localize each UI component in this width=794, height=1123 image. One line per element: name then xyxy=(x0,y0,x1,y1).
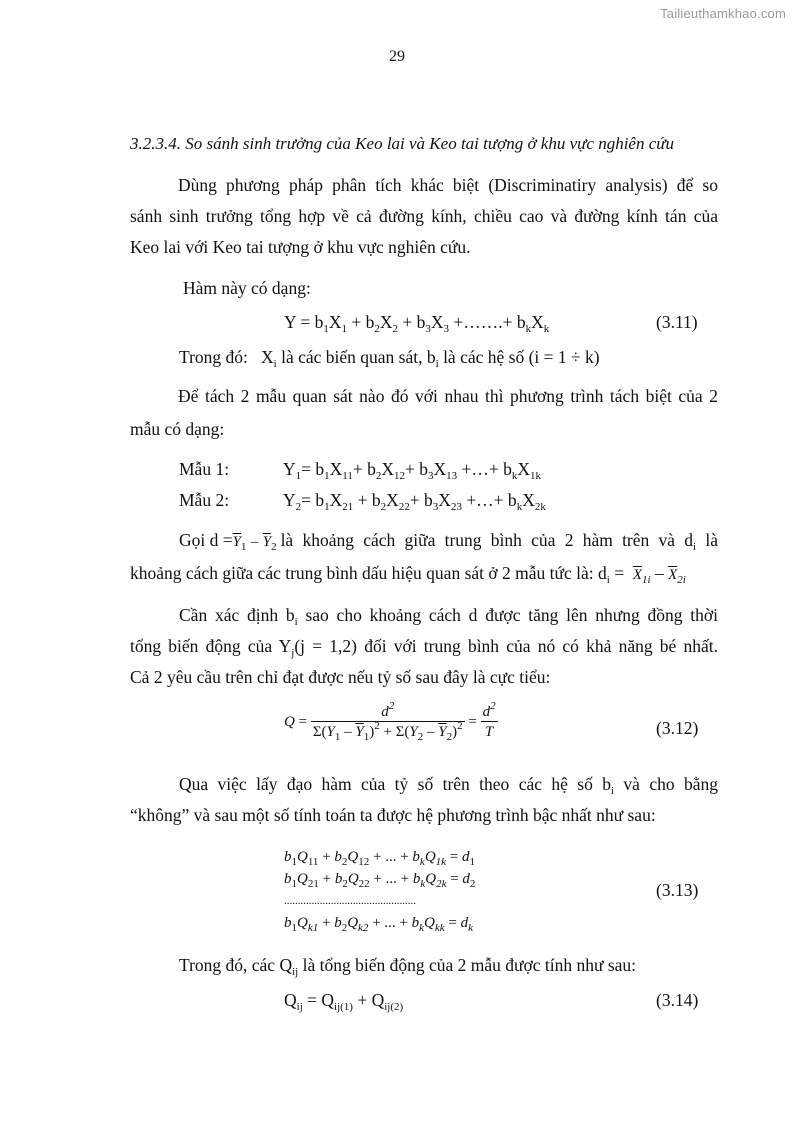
equation-3-13 xyxy=(284,846,475,934)
system-row-1: $b_1Q_{11} + b_2Q_{12}$ + ... + $b_kQ_{1k} = d_1$ xyxy=(284,849,476,868)
equation-number-3-14: (3.14) xyxy=(656,990,699,1010)
sample-2-label: Mẫu 2: xyxy=(179,490,230,510)
set-equal-text: và cho bằng xyxy=(623,774,718,794)
paragraph-6-line-3: Cả 2 yêu cầu trên chỉ đạt được nếu tỷ số sau đây là cực tiểu: xyxy=(130,667,551,687)
equation-number-3-11: (3.11) xyxy=(656,312,698,332)
paragraph-7-line-1: Qua việc lấy đạo hàm của tỷ số trên theo các hệ số $b_i$ và cho bằng xyxy=(179,774,718,797)
equation-3-14: $Q_{ij} = Q_{ij(1)} + Q_{ij(2)}$ xyxy=(284,990,404,1013)
paragraph-1-line-3: Keo lai với Keo tai tượng ở khu vực nghiên cứu. xyxy=(130,237,471,257)
minimum-text: (j = 1,2) đối với trung bình của nó có khả năng bé nhất. xyxy=(294,636,719,656)
equation-3-11: $Y = b_1X_1 + b_2X_2 + b_3X_3$ +…….+ $b_kX_k$ xyxy=(284,312,550,335)
paragraph-1-line-1: Dùng phương pháp phân tích khác biệt (Discriminatiry analysis) để so xyxy=(178,175,718,195)
where-q-text: Trong đó, các Q xyxy=(179,955,293,975)
total-variation-samples-text: là tổng biến động của 2 mẫu được tính như sau: xyxy=(302,955,637,975)
determine-text: Cần xác định b xyxy=(179,605,295,625)
paragraph-7-line-2: “không” và sau một số tính toán ta được hệ phương trình bậc nhất như sau: xyxy=(130,805,656,825)
sample-2-equation: $Y_2= b_1X_{21} + b_2X_{22}+ b_3X_{23}$ +…+ $b_kX_{2k}$ xyxy=(283,490,546,513)
paragraph-3: Trong đó: $X_i$ là các biến quan sát, $b_i$ là các hệ số (i = 1 ÷ k) xyxy=(179,347,600,370)
watermark: Tailieuthamkhao.com xyxy=(660,6,786,21)
equation-number-3-12: (3.12) xyxy=(656,718,699,738)
equation-number-3-13: (3.13) xyxy=(656,880,699,900)
paragraph-2: Hàm này có dạng: xyxy=(183,278,311,298)
paragraph-5-line-2: khoảng cách giữa các trung bình dấu hiệu quan sát ở 2 mẫu tức là: $d_i = \overline{X}_{1i} - \overline{X}_{2i}$ xyxy=(130,563,686,586)
coefficients-text: là các hệ số (i = 1 ÷ k) xyxy=(443,347,600,367)
paragraph-4-line-2: mẫu có dạng: xyxy=(130,419,225,439)
increase-text: sao cho khoảng cách d được tăng lên nhưng đồng thời xyxy=(305,605,718,625)
variables-text: là các biến quan sát, xyxy=(281,347,423,367)
system-row-k: $b_1Q_{k1} + b_2Q_{k2}$ + ... + $b_kQ_{kk} = d_k$ xyxy=(284,915,473,934)
sample-1-label: Mẫu 1: xyxy=(179,459,230,479)
derivative-text: Qua việc lấy đạo hàm của tỷ số trên theo các hệ số b xyxy=(179,774,611,794)
sample-1-equation: $Y_1= b_1X_{11}+ b_2X_{12}+ b_3X_{13}$ +…+ $b_kX_{1k}$ xyxy=(283,459,542,482)
section-heading: 3.2.3.4. So sánh sinh trưởng của Keo lai và Keo tai tượng ở khu vực nghiên cứu xyxy=(130,134,675,153)
where-label: Trong đó: xyxy=(179,347,248,367)
paragraph-6-line-2: tổng biến động của $Y_j(j = 1,2)$ đối với trung bình của nó có khả năng bé nhất. xyxy=(130,636,719,659)
total-variation-text: tổng biến động của Y xyxy=(130,636,292,656)
system-row-dots: ................................................ xyxy=(284,895,416,907)
paragraph-8: Trong đó, các $Q_{ij}$ là tổng biến động của 2 mẫu được tính như sau: xyxy=(179,955,637,978)
paragraph-4-line-1: Để tách 2 mẫu quan sát nào đó với nhau thì phương trình tách biệt của 2 xyxy=(178,386,718,406)
paragraph-1-line-2: sánh sinh trưởng tổng hợp về cả đường kính, chiều cao và đường kính tán của xyxy=(130,206,718,226)
paragraph-5-line-1: Gọi $d =\overline{Y}_1 - \overline{Y}_2$ là khoảng cách giữa trung bình của 2 hàm trên và $d_i$ là xyxy=(179,530,718,553)
distance-text: là khoảng cách giữa trung bình của 2 hàm trên và d xyxy=(280,530,694,550)
call-d-text: Gọi d = xyxy=(179,530,233,550)
distance-means-text: khoảng cách giữa các trung bình dấu hiệu quan sát ở 2 mẫu tức là: d xyxy=(130,563,607,583)
paragraph-6-line-1: Cần xác định $b_i$ sao cho khoảng cách d được tăng lên nhưng đồng thời xyxy=(179,605,718,628)
page-number: 29 xyxy=(389,48,405,65)
is-text: là xyxy=(705,530,718,550)
system-row-2: $b_1Q_{21} + b_2Q_{22}$ + ... + $b_kQ_{2k} = d_2$ xyxy=(284,871,476,890)
equation-3-12: Q = $\frac{d^2}{\Sigma(Y_1 - \overline{Y}_1)^2 + \Sigma(Y_2 - \overline{Y}_2)^2}$ = $\frac{d^2}{T}$ xyxy=(284,700,496,743)
